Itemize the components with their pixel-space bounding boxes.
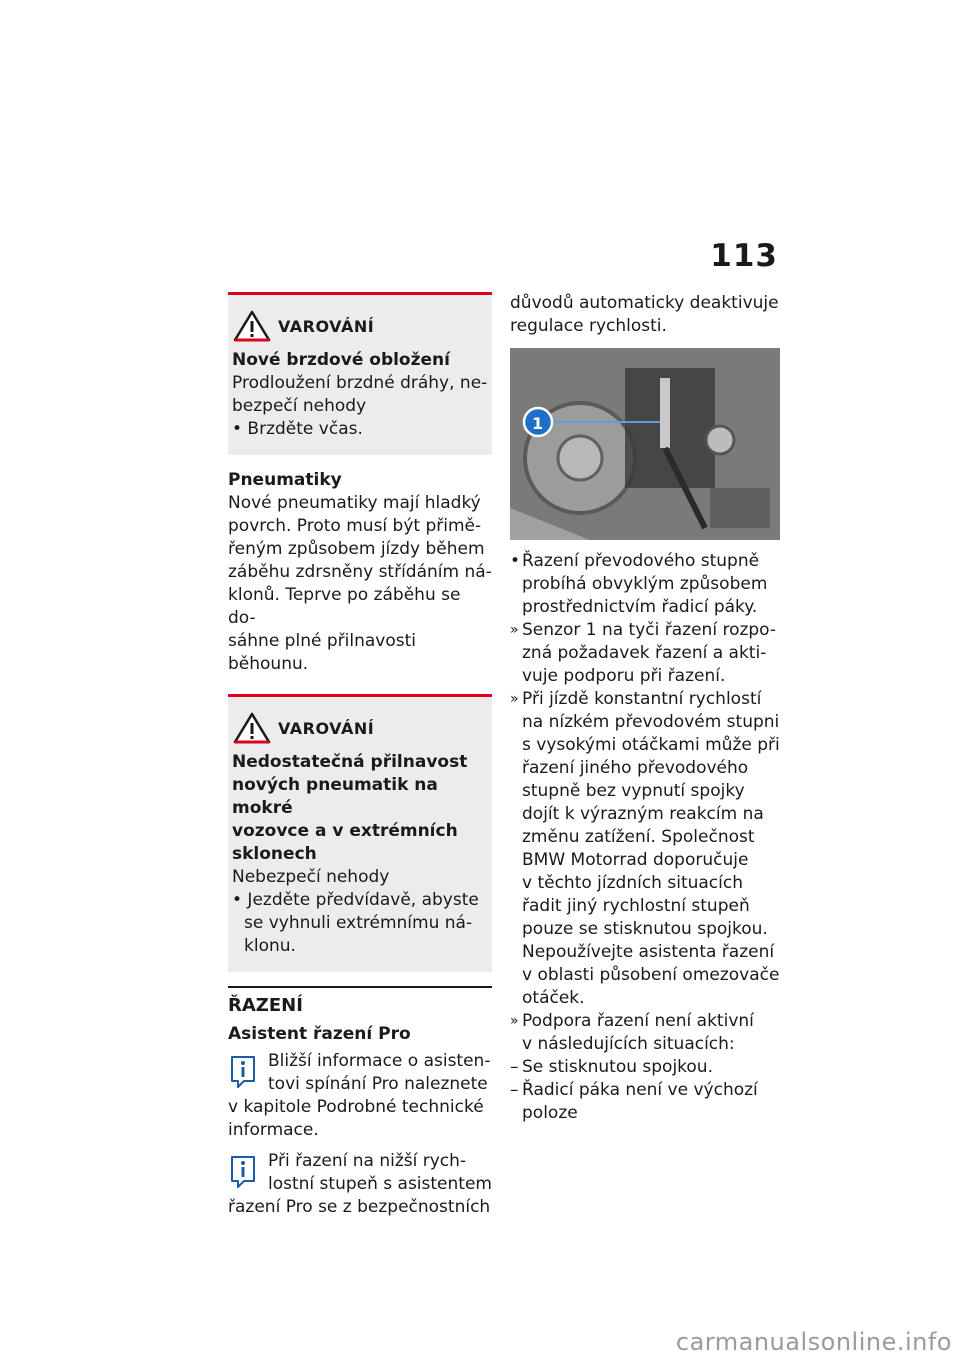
info-line: Bližší informace o asisten- bbox=[268, 1051, 491, 1071]
list-line: Podpora řazení není aktivní bbox=[522, 1011, 754, 1031]
list-line: stupně bez vypnutí spojky bbox=[522, 781, 745, 801]
list-line: Se stisknutou spojkou. bbox=[522, 1057, 713, 1077]
shift-sensor-photo bbox=[510, 348, 780, 540]
info-icon bbox=[228, 1054, 258, 1090]
warning-bullet: • Brzděte včas. bbox=[232, 419, 363, 439]
dash-mark: – bbox=[510, 1080, 519, 1100]
list-line: zná požadavek řazení a akti- bbox=[522, 643, 767, 663]
list-item bbox=[510, 550, 780, 619]
watermark: carmanualsonline.info bbox=[675, 1328, 952, 1356]
list-line: v oblasti působení omezovače bbox=[522, 965, 780, 985]
warning-subtitle: Nedostatečná přilnavost bbox=[232, 752, 468, 772]
result-mark: » bbox=[510, 622, 519, 638]
list-line: s vysokými otáčkami může při bbox=[522, 735, 780, 755]
list-line: BMW Motorrad doporučuje bbox=[522, 850, 749, 870]
tires-line: řeným způsobem jízdy během bbox=[228, 539, 485, 559]
tires-line: povrch. Proto musí být přimě- bbox=[228, 516, 482, 536]
warning-line: Nebezpečí nehody bbox=[232, 867, 390, 887]
list-line: probíhá obvyklým způsobem bbox=[522, 574, 768, 594]
list-item bbox=[510, 1010, 780, 1056]
list-line: Řadicí páka není ve výchozí bbox=[522, 1080, 758, 1100]
warning-line: bezpečí nehody bbox=[232, 396, 367, 416]
warning-triangle-icon bbox=[232, 309, 272, 343]
info-note bbox=[228, 1050, 492, 1142]
warning-triangle-icon bbox=[232, 711, 272, 745]
list-line: řadit jiný rychlostní stupeň bbox=[522, 896, 750, 916]
info-line: řazení Pro se z bezpečnostních bbox=[228, 1197, 491, 1217]
warning-title: VAROVÁNÍ bbox=[278, 718, 375, 738]
warning-bullet-cont: se vyhnuli extrémnímu ná- bbox=[244, 913, 473, 933]
warning-header bbox=[232, 309, 488, 343]
page-number: 113 bbox=[710, 238, 778, 274]
intro-line: regulace rychlosti. bbox=[510, 316, 667, 336]
tires-line: sáhne plné přilnavosti běhounu. bbox=[228, 631, 416, 674]
bullet-mark: • bbox=[510, 551, 521, 571]
subsection-heading: Asistent řazení Pro bbox=[228, 1024, 411, 1044]
info-icon bbox=[228, 1154, 258, 1190]
list-line: Senzor 1 na tyči řazení rozpo- bbox=[522, 620, 777, 640]
right-column bbox=[510, 292, 780, 1125]
section-title: ŘAZENÍ bbox=[228, 995, 303, 1016]
list-line: řazení jiného převodového bbox=[522, 758, 749, 778]
warning-subtitle: Nové brzdové obložení bbox=[232, 350, 450, 370]
tires-heading: Pneumatiky bbox=[228, 470, 342, 490]
info-line: lostní stupeň s asistentem bbox=[268, 1174, 492, 1194]
photo-callout-1: 1 bbox=[532, 414, 544, 433]
warning-box-tires bbox=[228, 694, 492, 972]
list-line: Při jízdě konstantní rychlostí bbox=[522, 689, 762, 709]
list-line: otáček. bbox=[522, 988, 585, 1008]
tires-line: záběhu zdrsněny střídáním ná- bbox=[228, 562, 492, 582]
warning-subtitle: vozovce a v extrémních bbox=[232, 821, 458, 841]
warning-subtitle: nových pneumatik na mokré bbox=[232, 775, 438, 818]
list-item bbox=[510, 688, 780, 1010]
list-line: Řazení převodového stupně bbox=[522, 551, 760, 571]
warning-bullet-cont: klonu. bbox=[244, 936, 296, 956]
list-item bbox=[510, 1079, 780, 1125]
warning-subtitle: sklonech bbox=[232, 844, 317, 864]
photo-illustration bbox=[510, 348, 780, 540]
intro-line: důvodů automaticky deaktivuje bbox=[510, 293, 779, 313]
tires-line: Nové pneumatiky mají hladký bbox=[228, 493, 481, 513]
info-line: tovi spínání Pro naleznete bbox=[268, 1074, 488, 1094]
section-divider bbox=[228, 986, 492, 1017]
info-line: informace. bbox=[228, 1120, 319, 1140]
list-line: v následujících situacích: bbox=[522, 1034, 735, 1054]
list-line: dojít k výrazným reakcím na bbox=[522, 804, 764, 824]
list-line: změnu zatížení. Společnost bbox=[522, 827, 755, 847]
list-item bbox=[510, 1056, 780, 1079]
list-line: poloze bbox=[522, 1103, 578, 1123]
list-line: na nízkém převodovém stupni bbox=[522, 712, 780, 732]
warning-bullet: • Jezděte předvídavě, abyste bbox=[232, 890, 479, 910]
list-line: v těchto jízdních situacích bbox=[522, 873, 743, 893]
warning-line: Prodloužení brzdné dráhy, ne- bbox=[232, 373, 488, 393]
list-item bbox=[510, 619, 780, 688]
warning-box-brakes bbox=[228, 292, 492, 455]
list-line: Nepoužívejte asistenta řazení bbox=[522, 942, 775, 962]
warning-header bbox=[232, 711, 488, 745]
info-line: Při řazení na nižší rych- bbox=[268, 1151, 467, 1171]
left-column bbox=[228, 292, 492, 1219]
list-line: prostřednictvím řadicí páky. bbox=[522, 597, 758, 617]
list-line: pouze se stisknutou spojkou. bbox=[522, 919, 768, 939]
info-note bbox=[228, 1150, 492, 1219]
result-mark: » bbox=[510, 1013, 519, 1029]
info-line: v kapitole Podrobné technické bbox=[228, 1097, 484, 1117]
warning-title: VAROVÁNÍ bbox=[278, 316, 375, 336]
tires-line: klonů. Teprve po záběhu se do- bbox=[228, 585, 461, 628]
result-mark: » bbox=[510, 691, 519, 707]
list-line: vuje podporu při řazení. bbox=[522, 666, 726, 686]
dash-mark: – bbox=[510, 1057, 519, 1077]
